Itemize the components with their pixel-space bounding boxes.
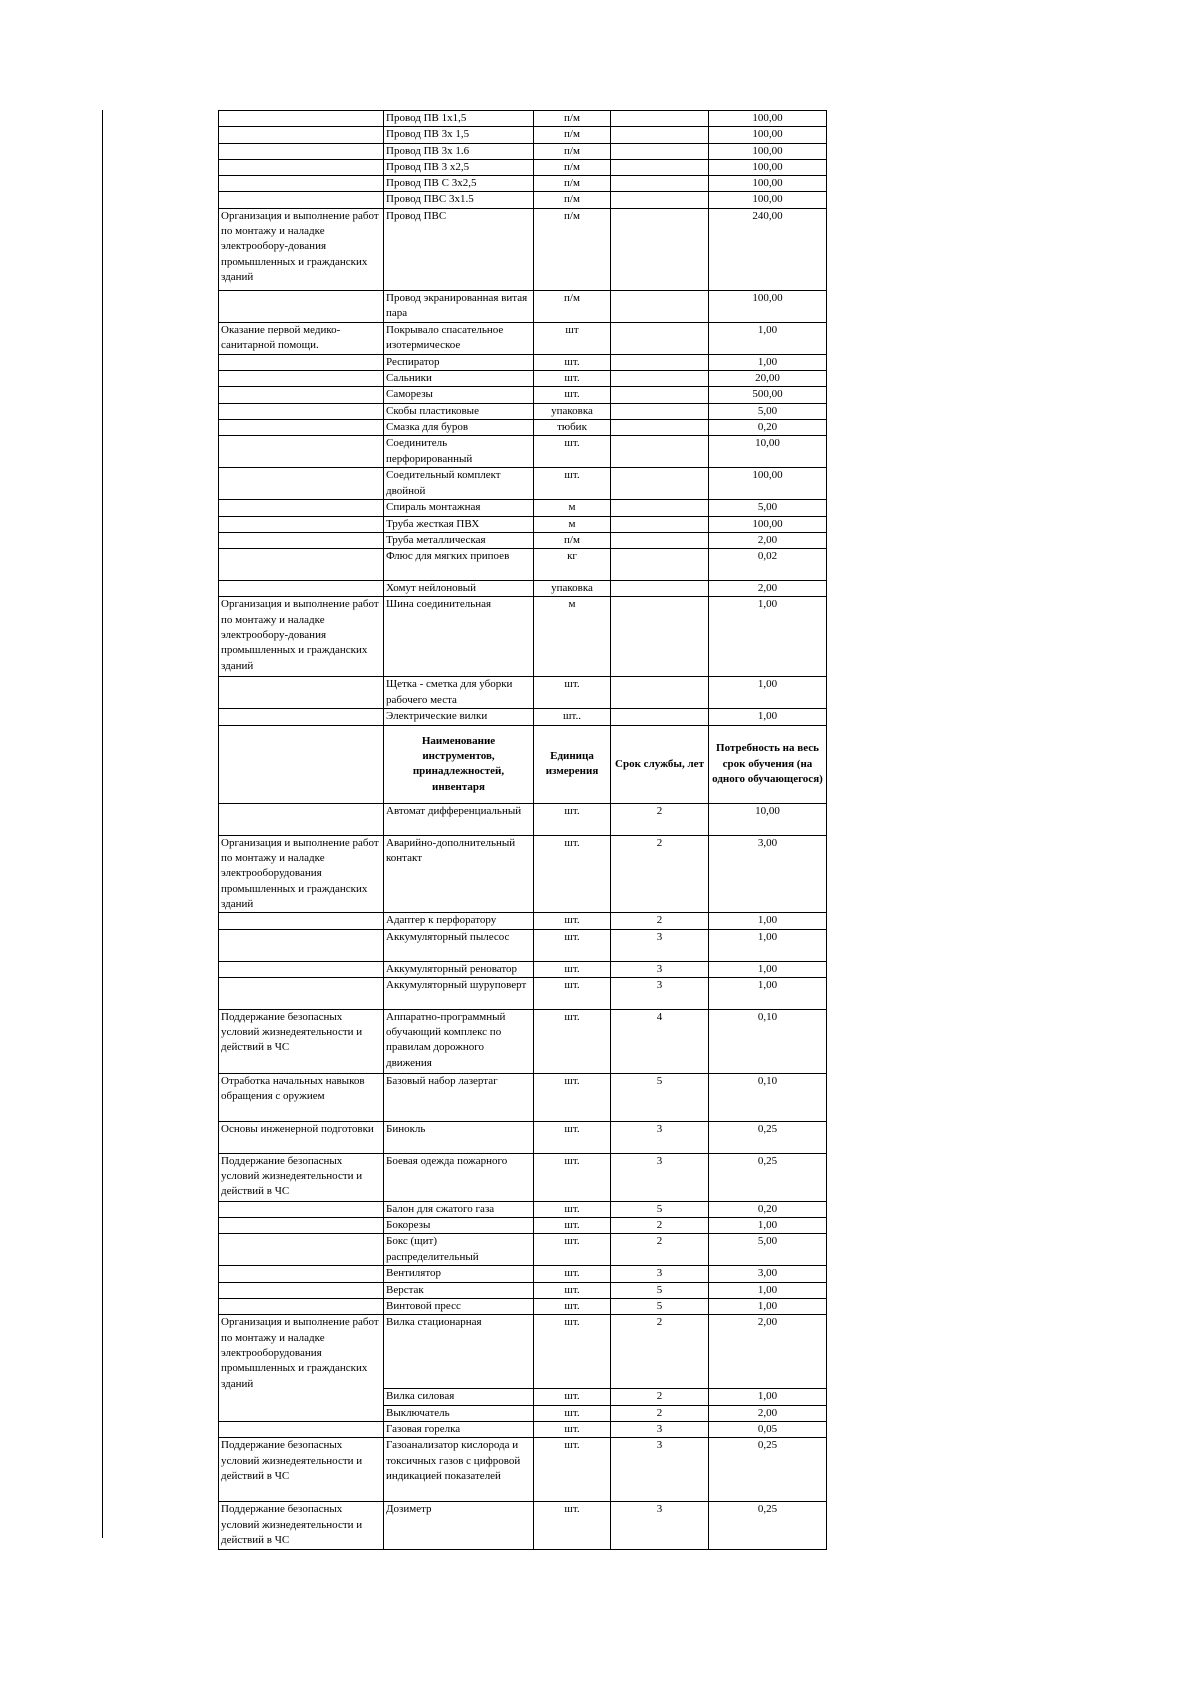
service-life-cell [611, 516, 709, 532]
column-header-requirement: Потребность на весь срок обучения (на одного обучающегося) [709, 725, 827, 803]
table-row [219, 677, 827, 709]
unit-cell: тюбик [534, 419, 611, 435]
unit-cell: шт.. [534, 709, 611, 725]
service-life-cell [611, 387, 709, 403]
requirement-cell: 1,00 [709, 1218, 827, 1234]
item-name-cell: Саморезы [384, 387, 534, 403]
item-name-cell: Труба жесткая ПВХ [384, 516, 534, 532]
table-row [219, 1282, 827, 1298]
requirement-cell: 1,00 [709, 677, 827, 709]
section-cell [219, 581, 384, 597]
requirement-cell: 2,00 [709, 1315, 827, 1389]
table-row [219, 176, 827, 192]
item-name-cell: Дозиметр [384, 1502, 534, 1550]
table-row [219, 913, 827, 929]
requirement-cell: 0,05 [709, 1421, 827, 1437]
table-row [219, 803, 827, 835]
unit-cell: м [534, 500, 611, 516]
table-row [219, 371, 827, 387]
service-life-cell: 3 [611, 1421, 709, 1437]
requirement-cell: 1,00 [709, 709, 827, 725]
service-life-cell: 3 [611, 977, 709, 1009]
table-row [219, 387, 827, 403]
requirement-cell: 100,00 [709, 290, 827, 322]
requirement-cell: 10,00 [709, 803, 827, 835]
unit-cell: шт. [534, 1502, 611, 1550]
item-name-cell: Соедительный комплект двойной [384, 468, 534, 500]
section-cell [219, 159, 384, 175]
requirement-cell: 0,02 [709, 549, 827, 581]
service-life-cell [611, 127, 709, 143]
requirement-cell: 0,10 [709, 1073, 827, 1121]
requirement-cell: 1,00 [709, 1282, 827, 1298]
section-cell [219, 387, 384, 403]
unit-cell: шт. [534, 436, 611, 468]
service-life-cell [611, 709, 709, 725]
unit-cell: шт. [534, 354, 611, 370]
table-row [219, 500, 827, 516]
unit-cell: шт [534, 322, 611, 354]
requirement-cell: 5,00 [709, 403, 827, 419]
service-life-cell [611, 176, 709, 192]
table-row [219, 111, 827, 127]
requirement-cell: 3,00 [709, 835, 827, 912]
item-name-cell: Вилка силовая [384, 1389, 534, 1405]
service-life-cell [611, 549, 709, 581]
requirement-cell: 0,20 [709, 1201, 827, 1217]
section-cell [219, 176, 384, 192]
section-header-cell [219, 725, 384, 803]
unit-cell: шт. [534, 1234, 611, 1266]
unit-cell: п/м [534, 176, 611, 192]
section-cell [219, 929, 384, 961]
section-cell: Поддержание безопасных условий жизнедеятельности и действий в ЧС [219, 1502, 384, 1550]
requirement-cell: 240,00 [709, 208, 827, 290]
table-row [219, 1502, 827, 1550]
unit-cell: шт. [534, 1282, 611, 1298]
table-row [219, 1009, 827, 1073]
item-name-cell: Боевая одежда пожарного [384, 1153, 534, 1201]
requirement-cell: 0,25 [709, 1438, 827, 1502]
item-name-cell: Аккумуляторный шуруповерт [384, 977, 534, 1009]
unit-cell: п/м [534, 532, 611, 548]
requirement-cell: 3,00 [709, 1266, 827, 1282]
item-name-cell: Труба металлическая [384, 532, 534, 548]
item-name-cell: Аварийно-дополнительный контакт [384, 835, 534, 912]
section-cell [219, 111, 384, 127]
item-name-cell: Бокс (щит) распределительный [384, 1234, 534, 1266]
column-header-unit: Единица измерения [534, 725, 611, 803]
unit-cell: шт. [534, 1073, 611, 1121]
service-life-cell: 2 [611, 803, 709, 835]
unit-cell: шт. [534, 371, 611, 387]
section-cell [219, 803, 384, 835]
item-name-cell: Щетка - сметка для уборки рабочего места [384, 677, 534, 709]
section-cell [219, 977, 384, 1009]
unit-cell: шт. [534, 835, 611, 912]
unit-cell: шт. [534, 1405, 611, 1421]
service-life-cell [611, 419, 709, 435]
service-life-cell [611, 192, 709, 208]
item-name-cell: Базовый набор лазертаг [384, 1073, 534, 1121]
item-name-cell: Газоанализатор кислорода и токсичных газов с цифровой индикацией показателей [384, 1438, 534, 1502]
requirement-cell: 500,00 [709, 387, 827, 403]
table-row [219, 1299, 827, 1315]
unit-cell: м [534, 597, 611, 677]
unit-cell: шт. [534, 1389, 611, 1405]
item-name-cell: Провод ПВ 3 х2,5 [384, 159, 534, 175]
table-row [219, 1234, 827, 1266]
item-name-cell: Покрывало спасательное изотермическое [384, 322, 534, 354]
table-row [219, 1121, 827, 1153]
item-name-cell: Сальники [384, 371, 534, 387]
unit-cell: шт. [534, 1218, 611, 1234]
service-life-cell [611, 208, 709, 290]
unit-cell: шт. [534, 1299, 611, 1315]
item-name-cell: Провод ПВ 3х 1.6 [384, 143, 534, 159]
unit-cell: шт. [534, 677, 611, 709]
unit-cell: п/м [534, 127, 611, 143]
service-life-cell [611, 322, 709, 354]
service-life-cell [611, 597, 709, 677]
requirement-cell: 100,00 [709, 127, 827, 143]
section-cell [219, 419, 384, 435]
requirement-cell: 100,00 [709, 143, 827, 159]
requirement-cell: 100,00 [709, 111, 827, 127]
requirement-cell: 1,00 [709, 961, 827, 977]
section-cell [219, 549, 384, 581]
section-cell [219, 192, 384, 208]
unit-cell: шт. [534, 1009, 611, 1073]
item-name-cell: Балон для сжатого газа [384, 1201, 534, 1217]
table-row [219, 322, 827, 354]
service-life-cell: 5 [611, 1282, 709, 1298]
unit-cell: шт. [534, 468, 611, 500]
section-cell [219, 468, 384, 500]
service-life-cell: 5 [611, 1073, 709, 1121]
section-cell [219, 516, 384, 532]
section-cell [219, 1218, 384, 1234]
service-life-cell: 2 [611, 1218, 709, 1234]
service-life-cell [611, 143, 709, 159]
service-life-cell: 2 [611, 1234, 709, 1266]
table-row [219, 1153, 827, 1201]
item-name-cell: Скобы пластиковые [384, 403, 534, 419]
section-cell [219, 436, 384, 468]
item-name-cell: Адаптер к перфоратору [384, 913, 534, 929]
table-row [219, 1201, 827, 1217]
table-row [219, 208, 827, 290]
table-row [219, 1315, 827, 1389]
table-row [219, 1073, 827, 1121]
unit-cell: шт. [534, 929, 611, 961]
requirement-cell: 20,00 [709, 371, 827, 387]
requirement-cell: 100,00 [709, 516, 827, 532]
requirement-cell: 100,00 [709, 192, 827, 208]
item-name-cell: Провод экранированная витая пара [384, 290, 534, 322]
requirement-cell: 100,00 [709, 176, 827, 192]
requirement-cell: 2,00 [709, 1405, 827, 1421]
table-row [219, 1421, 827, 1437]
section-cell [219, 143, 384, 159]
item-name-cell: Флюс для мягких припоев [384, 549, 534, 581]
service-life-cell: 3 [611, 1266, 709, 1282]
section-cell [219, 1421, 384, 1437]
section-cell: Поддержание безопасных условий жизнедеятельности и действий в ЧС [219, 1009, 384, 1073]
item-name-cell: Бинокль [384, 1121, 534, 1153]
section-cell [219, 913, 384, 929]
section-cell [219, 1201, 384, 1217]
service-life-cell [611, 500, 709, 516]
section-cell [219, 961, 384, 977]
table-row [219, 549, 827, 581]
item-name-cell: Автомат дифференциальный [384, 803, 534, 835]
requirement-cell: 5,00 [709, 1234, 827, 1266]
unit-cell: п/м [534, 111, 611, 127]
requirement-cell: 1,00 [709, 597, 827, 677]
section-cell: Организация и выполнение работ по монтажу и наладке электрообору-дования промышленных и гражданских зданий [219, 208, 384, 290]
unit-cell: шт. [534, 1121, 611, 1153]
table-row [219, 436, 827, 468]
service-life-cell: 4 [611, 1009, 709, 1073]
section-cell: Поддержание безопасных условий жизнедеятельности и действий в ЧС [219, 1438, 384, 1502]
unit-cell: шт. [534, 1153, 611, 1201]
equipment-table-body [219, 111, 827, 1550]
table-row [219, 403, 827, 419]
unit-cell: п/м [534, 208, 611, 290]
item-name-cell: Провод ПВ С 3х2,5 [384, 176, 534, 192]
table-row [219, 290, 827, 322]
item-name-cell: Бокорезы [384, 1218, 534, 1234]
item-name-cell: Аппаратно-программный обучающий комплекс по правилам дорожного движения [384, 1009, 534, 1073]
item-name-cell: Винтовой пресс [384, 1299, 534, 1315]
item-name-cell: Аккумуляторный реноватор [384, 961, 534, 977]
requirement-cell: 1,00 [709, 929, 827, 961]
unit-cell: шт. [534, 387, 611, 403]
service-life-cell [611, 159, 709, 175]
requirement-cell: 0,25 [709, 1502, 827, 1550]
item-name-cell: Газовая горелка [384, 1421, 534, 1437]
service-life-cell: 2 [611, 913, 709, 929]
service-life-cell: 3 [611, 1502, 709, 1550]
service-life-cell: 3 [611, 1438, 709, 1502]
unit-cell: шт. [534, 1315, 611, 1389]
table-row [219, 597, 827, 677]
section-cell [219, 1266, 384, 1282]
service-life-cell: 2 [611, 1389, 709, 1405]
section-cell [219, 709, 384, 725]
section-cell [219, 1234, 384, 1266]
requirement-cell: 2,00 [709, 581, 827, 597]
requirement-cell: 0,20 [709, 419, 827, 435]
service-life-cell: 2 [611, 835, 709, 912]
service-life-cell [611, 111, 709, 127]
table-row [219, 1438, 827, 1502]
unit-cell: п/м [534, 159, 611, 175]
column-header-service-life: Срок службы, лет [611, 725, 709, 803]
service-life-cell: 3 [611, 929, 709, 961]
tools-header-row [219, 725, 827, 803]
requirement-cell: 1,00 [709, 322, 827, 354]
section-cell [219, 354, 384, 370]
service-life-cell [611, 677, 709, 709]
unit-cell: шт. [534, 977, 611, 1009]
unit-cell: шт. [534, 1201, 611, 1217]
section-cell [219, 403, 384, 419]
item-name-cell: Смазка для буров [384, 419, 534, 435]
equipment-table [218, 110, 827, 1550]
unit-cell: п/м [534, 192, 611, 208]
item-name-cell: Провод ПВ 1х1,5 [384, 111, 534, 127]
service-life-cell: 3 [611, 961, 709, 977]
requirement-cell: 1,00 [709, 1389, 827, 1405]
table-row [219, 929, 827, 961]
requirement-cell: 100,00 [709, 159, 827, 175]
service-life-cell: 5 [611, 1299, 709, 1315]
item-name-cell: Вентилятор [384, 1266, 534, 1282]
item-name-cell: Респиратор [384, 354, 534, 370]
item-name-cell: Провод ПВ 3х 1,5 [384, 127, 534, 143]
requirement-cell: 1,00 [709, 913, 827, 929]
page-margin-line [102, 110, 103, 1538]
requirement-cell: 1,00 [709, 977, 827, 1009]
item-name-cell: Шина соединительная [384, 597, 534, 677]
unit-cell: упаковка [534, 581, 611, 597]
table-row [219, 1266, 827, 1282]
section-cell [219, 1282, 384, 1298]
item-name-cell: Аккумуляторный пылесос [384, 929, 534, 961]
service-life-cell [611, 403, 709, 419]
service-life-cell [611, 371, 709, 387]
unit-cell: упаковка [534, 403, 611, 419]
unit-cell: шт. [534, 1421, 611, 1437]
table-row [219, 709, 827, 725]
service-life-cell [611, 581, 709, 597]
section-cell [219, 127, 384, 143]
requirement-cell: 1,00 [709, 1299, 827, 1315]
section-cell [219, 290, 384, 322]
item-name-cell: Провод ПВС [384, 208, 534, 290]
unit-cell: шт. [534, 1438, 611, 1502]
unit-cell: шт. [534, 803, 611, 835]
item-name-cell: Вилка стационарная [384, 1315, 534, 1389]
requirement-cell: 0,25 [709, 1153, 827, 1201]
item-name-cell: Провод ПВС 3х1.5 [384, 192, 534, 208]
section-cell: Оказание первой медико-санитарной помощи. [219, 322, 384, 354]
unit-cell: кг [534, 549, 611, 581]
table-row [219, 159, 827, 175]
table-row [219, 961, 827, 977]
item-name-cell: Спираль монтажная [384, 500, 534, 516]
section-cell [219, 500, 384, 516]
service-life-cell [611, 468, 709, 500]
section-cell [219, 1299, 384, 1315]
item-name-cell: Соединитель перфорированный [384, 436, 534, 468]
table-row [219, 532, 827, 548]
section-cell: Отработка начальных навыков обращения с оружием [219, 1073, 384, 1121]
unit-cell: шт. [534, 961, 611, 977]
unit-cell: п/м [534, 290, 611, 322]
requirement-cell: 5,00 [709, 500, 827, 516]
section-cell [219, 677, 384, 709]
service-life-cell [611, 354, 709, 370]
requirement-cell: 0,10 [709, 1009, 827, 1073]
item-name-cell: Электрические вилки [384, 709, 534, 725]
section-cell: Основы инженерной подготовки [219, 1121, 384, 1153]
section-cell [219, 532, 384, 548]
service-life-cell: 2 [611, 1315, 709, 1389]
requirement-cell: 0,25 [709, 1121, 827, 1153]
column-header-name: Наименование инструментов, принадлежностей, инвентаря [384, 725, 534, 803]
section-cell: Организация и выполнение работ по монтажу и наладке электрооборудования промышленных и гражданских зданий [219, 1315, 384, 1422]
service-life-cell: 2 [611, 1405, 709, 1421]
item-name-cell: Выключатель [384, 1405, 534, 1421]
table-row [219, 419, 827, 435]
service-life-cell [611, 532, 709, 548]
table-row [219, 143, 827, 159]
service-life-cell: 5 [611, 1201, 709, 1217]
requirement-cell: 10,00 [709, 436, 827, 468]
service-life-cell: 3 [611, 1153, 709, 1201]
unit-cell: шт. [534, 1266, 611, 1282]
item-name-cell: Верстак [384, 1282, 534, 1298]
requirement-cell: 100,00 [709, 468, 827, 500]
requirement-cell: 1,00 [709, 354, 827, 370]
service-life-cell [611, 436, 709, 468]
table-row [219, 468, 827, 500]
unit-cell: шт. [534, 913, 611, 929]
unit-cell: п/м [534, 143, 611, 159]
table-row [219, 835, 827, 912]
section-cell: Поддержание безопасных условий жизнедеятельности и действий в ЧС [219, 1153, 384, 1201]
section-cell: Организация и выполнение работ по монтажу и наладке электрообору-дования промышленных и гражданских зданий [219, 597, 384, 677]
requirement-cell: 2,00 [709, 532, 827, 548]
table-row [219, 516, 827, 532]
unit-cell: м [534, 516, 611, 532]
item-name-cell: Хомут нейлоновый [384, 581, 534, 597]
section-cell [219, 371, 384, 387]
table-row [219, 1218, 827, 1234]
section-cell: Организация и выполнение работ по монтажу и наладке электрооборудования промышленных и гражданских зданий [219, 835, 384, 912]
table-row [219, 354, 827, 370]
table-row [219, 127, 827, 143]
service-life-cell: 3 [611, 1121, 709, 1153]
table-row [219, 581, 827, 597]
service-life-cell [611, 290, 709, 322]
table-row [219, 977, 827, 1009]
table-row [219, 192, 827, 208]
